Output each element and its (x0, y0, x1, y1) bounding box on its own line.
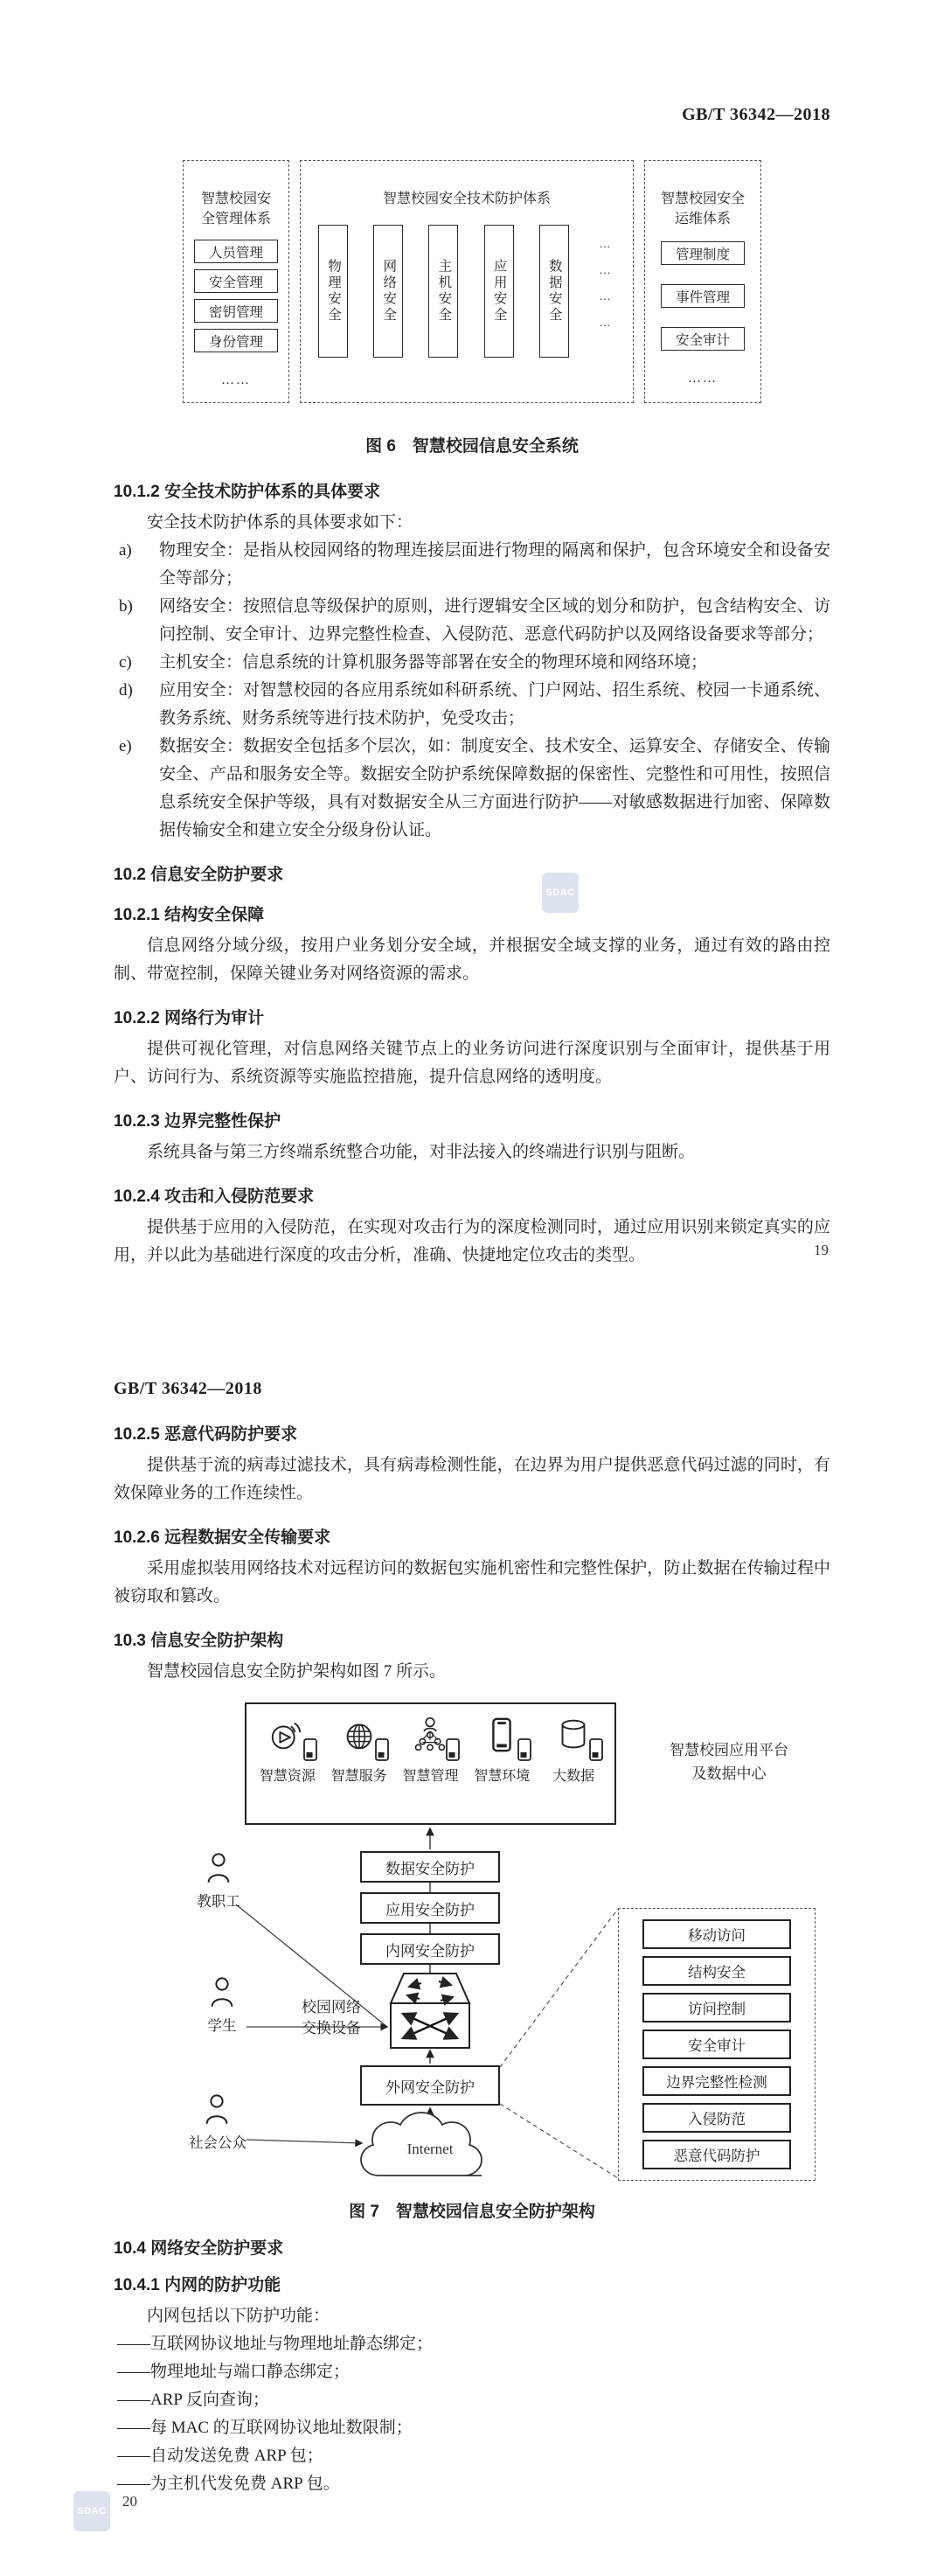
person-icon (203, 1852, 234, 1883)
heading-10-2-1: 10.2.1 结构安全保障 (114, 906, 265, 924)
dash-list-item: ——自动发送免费 ARP 包； (117, 2447, 323, 2465)
list-item-e (114, 733, 830, 845)
panel-title: 智慧校园安全管理体系 (201, 191, 272, 226)
app-environment (468, 1709, 536, 1823)
tech-column: 主机安全 (428, 225, 458, 358)
list-text: 网络安全：按照信息等级保护的原则，进行逻辑安全区域的划分和防护，包含结构安全、访问控制、安全审计、边界完整性检查、入侵防范、恶意代码防护以及网络设备要求等部分； (159, 597, 830, 644)
internet-label: Internet (406, 2141, 454, 2157)
list-text: 应用安全：对智慧校园的各应用系统如科研系统、门户网站、招生系统、校园一卡通系统、教务系统、财务系统等进行技术防护，免受攻击； (159, 681, 830, 728)
protection-item: 访问控制 (642, 1993, 791, 2023)
standard-code-header: GB/T 36342—2018 (114, 1379, 262, 1398)
protection-item: 边界完整性检测 (642, 2066, 791, 2096)
user-staff (191, 1852, 246, 1911)
app-management (396, 1709, 464, 1823)
extranet-security-box: 外网安全防护 (360, 2065, 500, 2106)
figure7-diagram (114, 1698, 830, 2188)
list-label: e) (119, 737, 132, 755)
ops-item: 安全审计 (661, 327, 745, 351)
app-security-box: 应用安全防护 (360, 1892, 500, 1924)
app-service (325, 1709, 393, 1823)
tech-column: 数据安全 (539, 225, 569, 358)
cloud-icon (361, 2113, 482, 2176)
mgmt-item: 密钥管理 (194, 299, 278, 323)
paragraph: 信息网络分域分级，按用户业务划分安全域，并根据安全域支撑的业务，通过有效的路由控制、带宽控制，保障关键业务对网络资源的需求。 (114, 936, 830, 983)
intranet-security-box: 内网安全防护 (360, 1933, 500, 1965)
protection-detail-panel (618, 1908, 816, 2181)
platform-label: 智慧校园应用平台 及数据中心 (670, 1742, 788, 1782)
paragraph: 提供可视化管理，对信息网络关键节点上的业务访问进行深度识别与全面审计，提供基于用户、访问行为、系统资源等实施监控措施，提升信息网络的透明度。 (114, 1040, 830, 1086)
protection-item: 移动访问 (642, 1919, 791, 1949)
list-item-c (114, 649, 830, 677)
list-label: c) (119, 653, 132, 672)
mgmt-item: 身份管理 (194, 329, 278, 352)
list-item-a (114, 537, 830, 593)
protection-item: 安全审计 (642, 2029, 791, 2059)
list-text: 主机安全：信息系统的计算机服务器等部署在安全的物理环境和网络环境； (159, 653, 708, 672)
app-label: 智慧服务 (330, 1769, 387, 1784)
person-icon (206, 1976, 238, 2008)
heading-10-2-4: 10.2.4 攻击和入侵防范要求 (114, 1187, 315, 1206)
app-label: 智慧资源 (259, 1769, 316, 1784)
heading-10-2-3: 10.2.3 边界完整性保护 (114, 1112, 281, 1131)
app-label: 大数据 (552, 1769, 595, 1784)
mobile-device-icon (588, 1737, 604, 1762)
figure6-caption: 图 6 智慧校园信息安全系统 (365, 437, 579, 456)
heading-10-1-2: 10.1.2 安全技术防护体系的具体要求 (114, 483, 381, 501)
ellipsis: …… (688, 372, 718, 386)
protection-item: 入侵防范 (642, 2103, 791, 2133)
list-item-d (114, 677, 830, 733)
tech-column: 网络安全 (373, 225, 403, 358)
user-student (194, 1976, 250, 2035)
switch-icon (391, 1974, 469, 2048)
mobile-device-icon (302, 1737, 318, 1762)
heading-10-2-2: 10.2.2 网络行为审计 (114, 1009, 265, 1027)
mobile-device-icon (445, 1737, 461, 1762)
panel-title: 智慧校园安全运维体系 (661, 191, 746, 226)
tech-column: 物理安全 (318, 225, 348, 358)
watermark-badge: SDAC (73, 2491, 110, 2531)
heading-10-3: 10.3 信息安全防护架构 (114, 1632, 284, 1650)
protection-item: 结构安全 (642, 1956, 791, 1986)
user-label: 教职工 (197, 1893, 240, 1910)
watermark-badge: SDAC (542, 873, 579, 913)
figure6-diagram (114, 160, 830, 403)
paragraph: 提供基于流的病毒过滤技术，具有病毒检测性能，在边界为用户提供恶意代码过滤的同时，有效保障业务的工作连续性。 (114, 1456, 830, 1502)
mobile-device-icon (517, 1737, 532, 1762)
heading-10-2-5: 10.2.5 恶意代码防护要求 (114, 1425, 298, 1444)
protection-item: 恶意代码防护 (642, 2140, 791, 2169)
person-icon (201, 2093, 233, 2125)
tech-column: 应用安全 (484, 225, 514, 358)
page-number: 19 (814, 1242, 829, 1258)
standard-code-header: GB/T 36342—2018 (682, 105, 830, 124)
list-label: d) (119, 681, 133, 700)
user-public (189, 2093, 245, 2152)
paragraph: 采用虚拟装用网络技术对远程访问的数据包实施机密性和完整性保护，防止数据在传输过程中被窃取和篡改。 (114, 1559, 830, 1605)
paragraph: 智慧校园信息安全防护架构如图 7 所示。 (147, 1662, 447, 1681)
mgmt-item: 人员管理 (194, 240, 278, 263)
paragraph: 提供基于应用的入侵防范，在实现对攻击行为的深度检测同时，通过应用识别来锁定真实的应用，并以此为基础进行深度的攻击分析，准确、快捷地定位攻击的类型。 (114, 1218, 830, 1264)
paragraph: 系统具备与第三方终端系统整合功能，对非法接入的终端进行识别与阻断。 (147, 1143, 696, 1161)
heading-10-2: 10.2 信息安全防护要求 (114, 866, 284, 884)
ops-item: 事件管理 (661, 284, 745, 308)
dash-list-item: ——互联网协议地址与物理地址静态绑定； (117, 2335, 434, 2353)
list-label: b) (119, 597, 133, 616)
list-text: 数据安全：数据安全包括多个层次，如：制度安全、技术安全、运算安全、存储安全、传输安全、产品和服务安全等。数据安全防护系统保障数据的保密性、完整性和可用性，按照信息系统安全保护等级，具有对数据安全从三方面进行防护——对敏感数据进行加密、保障数据传输安全和建立安全分级身份认证。 (159, 737, 830, 839)
dash-list-item: ——ARP 反向查询； (117, 2391, 270, 2409)
user-label: 学生 (207, 2017, 237, 2034)
paragraph: 安全技术防护体系的具体要求如下： (147, 513, 413, 532)
app-label: 智慧环境 (474, 1769, 531, 1784)
vertical-ellipsis: … … … … (599, 237, 611, 329)
paragraph: 内网包括以下防护功能： (147, 2307, 330, 2325)
dash-list-item: ——物理地址与端口静态绑定； (117, 2363, 351, 2381)
mgmt-item: 安全管理 (194, 269, 278, 293)
app-bigdata (539, 1709, 607, 1823)
dash-list-item: ——每 MAC 的互联网协议地址数限制； (117, 2419, 413, 2437)
panel-management-system (183, 160, 289, 403)
heading-10-4: 10.4 网络安全防护要求 (114, 2239, 284, 2258)
panel-technical-protection-system (300, 160, 634, 403)
data-security-box: 数据安全防护 (360, 1851, 500, 1883)
list-text: 物理安全：是指从校园网络的物理连接层面进行物理的隔离和保护，包含环境安全和设备安全等部分； (159, 541, 830, 588)
heading-10-4-1: 10.4.1 内网的防护功能 (114, 2276, 281, 2294)
dash-list-item: ——为主机代发免费 ARP 包。 (117, 2475, 340, 2493)
panel-title: 智慧校园安全技术防护体系 (382, 191, 551, 206)
app-resource (253, 1709, 322, 1823)
figure7-caption: 图 7 智慧校园信息安全防护架构 (349, 2203, 595, 2221)
mobile-device-icon (374, 1737, 390, 1762)
app-label: 智慧管理 (402, 1769, 459, 1784)
ellipsis: …… (221, 373, 251, 387)
switch-label: 校园网络 交换设备 (302, 1999, 361, 2036)
list-label: a) (119, 541, 132, 560)
page-number: 20 (122, 2493, 137, 2510)
page-20 (0, 1288, 944, 2576)
platform-box (245, 1702, 616, 1825)
panel-operation-system (644, 160, 761, 403)
heading-10-2-6: 10.2.6 远程数据安全传输要求 (114, 1528, 331, 1547)
user-label: 社会公众 (189, 2134, 246, 2151)
ops-item: 管理制度 (661, 241, 745, 265)
list-item-b (114, 593, 830, 649)
